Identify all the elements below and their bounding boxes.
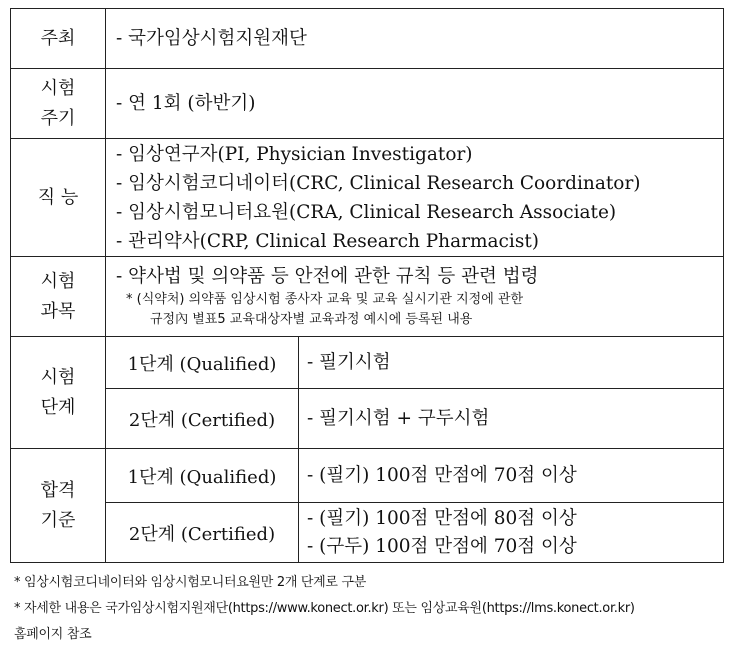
stage-desc: - 필기시험 + 구두시험 <box>307 408 490 429</box>
stage-level: 1단계 (Qualified) <box>106 337 299 388</box>
subjects-label: 시험 과목 <box>11 257 106 336</box>
exam-info-table <box>10 8 724 563</box>
role-item: - 임상시험모니터요원(CRA, Clinical Research Associate) <box>116 201 617 223</box>
subjects-value <box>106 257 723 342</box>
host-label: 주최 <box>11 9 106 68</box>
criteria-desc: - (필기) 100점 만점에 70점 이상 <box>307 464 577 486</box>
roles-label: 직 능 <box>11 139 106 256</box>
criteria-row-2 <box>106 503 723 562</box>
host-value: - 국가임상시험지원재단 <box>116 28 307 49</box>
row-host <box>11 9 723 69</box>
criteria-label: 합격 기준 <box>11 449 106 562</box>
cycle-value: - 연 1회 (하반기) <box>116 93 256 114</box>
stage-row-2 <box>106 389 723 449</box>
stages-label: 시험 단계 <box>11 337 106 448</box>
cycle-label: 시험 주기 <box>11 69 106 138</box>
criteria-level: 1단계 (Qualified) <box>106 449 299 502</box>
subjects-text: - 약사법 및 의약품 등 안전에 관한 규칙 등 관련 법령 <box>116 266 539 287</box>
stage-row-1 <box>106 337 723 389</box>
row-subjects <box>11 257 723 337</box>
footnotes <box>14 570 730 648</box>
footnote: * 자세한 내용은 국가임상시험지원재단(https://www.konect.or.kr) 또는 임상교육원(https://lms.konect.or.kr) <box>14 601 635 616</box>
criteria-row-1 <box>106 449 723 503</box>
footnote: * 임상시험코디네이터와 임상시험모니터요원만 2개 단계로 구분 <box>14 575 367 590</box>
footnote: 홈페이지 참조 <box>14 627 92 642</box>
roles-list <box>106 139 723 256</box>
subjects-note: * (식약처) 의약품 임상시험 종사자 교육 및 교육 실시기관 지정에 관한 규정內 별표5 교육대상자별 교육과정 예시에 등록된 내용 <box>126 292 524 327</box>
stage-desc: - 필기시험 <box>307 351 391 373</box>
criteria-desc: - (필기) 100점 만점에 80점 이상 - (구두) 100점 만점에 70점 이상 <box>307 507 577 557</box>
row-stages <box>11 337 723 449</box>
stage-level: 2단계 (Certified) <box>106 389 299 449</box>
role-item: - 임상시험코디네이터(CRC, Clinical Research Coordinator) <box>116 172 641 194</box>
criteria-level: 2단계 (Certified) <box>106 503 299 562</box>
row-cycle <box>11 69 723 139</box>
row-criteria <box>11 449 723 562</box>
role-item: - 관리약사(CRP, Clinical Research Pharmacist) <box>116 230 539 252</box>
role-item: - 임상연구자(PI, Physician Investigator) <box>116 143 473 165</box>
row-roles <box>11 139 723 257</box>
